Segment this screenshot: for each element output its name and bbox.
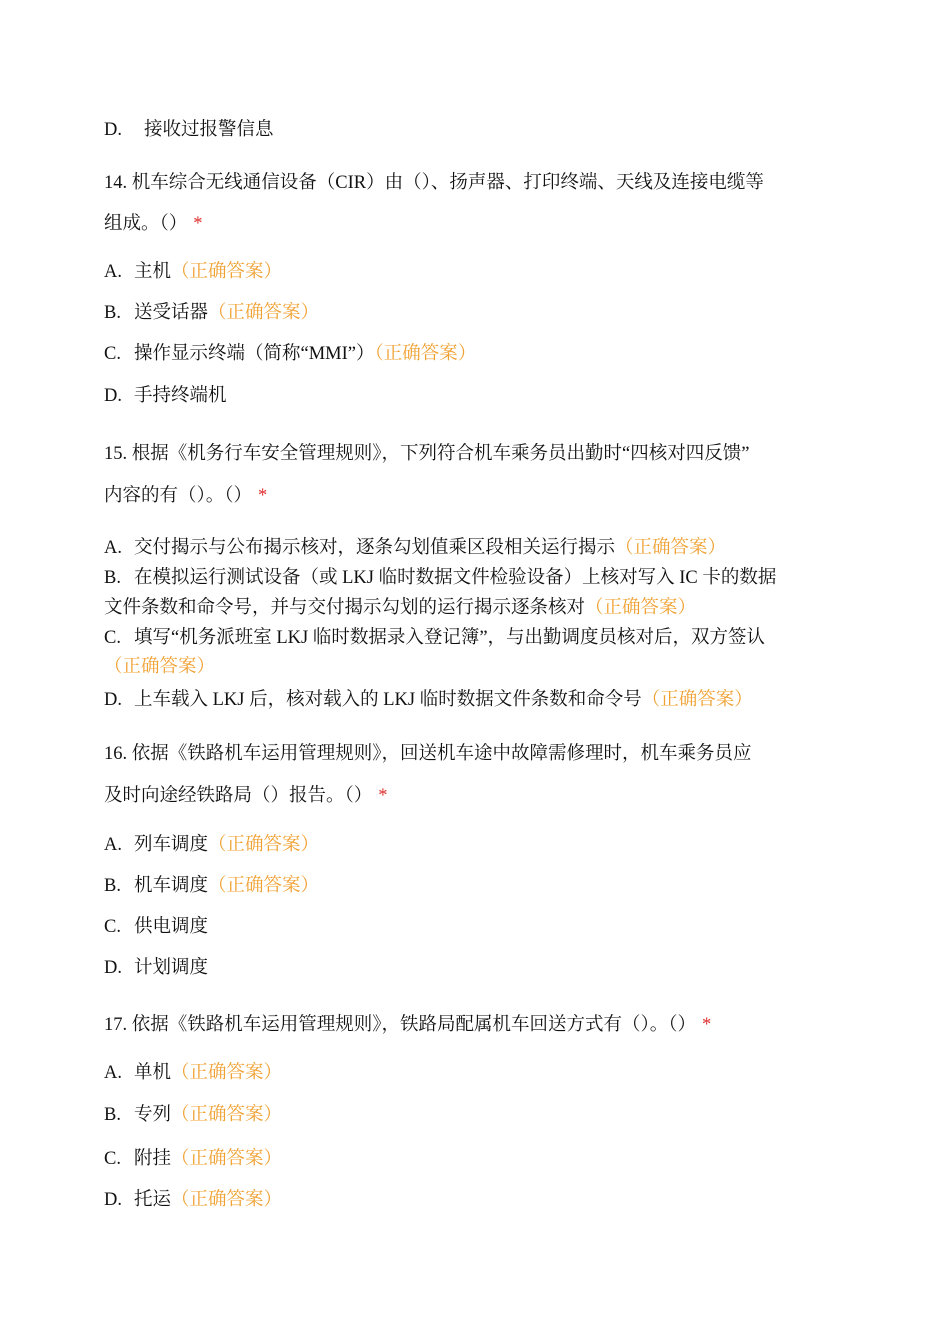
q15-option-a: A. 交付揭示与公布揭示核对，逐条勾划值乘区段相关运行揭示（正确答案）: [104, 538, 727, 558]
correct-answer-tag: （正确答案）: [374, 344, 477, 364]
required-mark: *: [702, 1015, 712, 1035]
question-16-text: 16. 依据《铁路机车运用管理规则》，回送机车途中故障需修理时，机车乘务员应: [104, 744, 752, 764]
q15-option-c-cont: [104, 655, 215, 679]
option-text: 接收过报警信息: [144, 120, 274, 140]
q16-option-a: A. 列车调度（正确答案）: [104, 835, 320, 855]
correct-answer-tag: （正确答案）: [171, 1105, 283, 1125]
correct-answer-tag: （正确答案）: [171, 262, 283, 282]
q16-option-b: B. 机车调度（正确答案）: [104, 876, 320, 896]
correct-answer-tag: （正确答案）: [208, 876, 320, 896]
required-mark: *: [258, 486, 268, 506]
correct-answer-tag: （正确答案）: [208, 303, 320, 323]
q14-option-a: A. 主机（正确答案）: [104, 262, 283, 282]
q15-option-b-cont: 文件条数和命令号，并与交付揭示勾划的运行揭示逐条核对（正确答案）: [104, 598, 697, 618]
question-15-text-cont: 内容的有（）。（） *: [104, 486, 268, 506]
correct-answer-tag: （正确答案）: [615, 538, 727, 558]
q15-option-b: B. 在模拟运行测试设备（或 LKJ 临时数据文件检验设备）上核对写入 IC 卡的数据: [104, 568, 777, 588]
q16-option-c: C. 供电调度: [104, 917, 209, 937]
q15-option-c: C. 填写“机务派班室 LKJ 临时数据录入登记簿”，与出勤调度员核对后，双方签认: [104, 628, 766, 648]
q17-option-a: A. 单机（正确答案）: [104, 1063, 283, 1083]
question-16-text-cont: 及时向途经铁路局（）报告。（） *: [104, 786, 388, 806]
option-letter: D.: [104, 120, 122, 140]
correct-answer-tag: （正确答案）: [171, 1190, 283, 1210]
question-14-text: 14. 机车综合无线通信设备（CIR）由（）、扬声器、打印终端、天线及连接电缆等: [104, 173, 764, 193]
required-mark: *: [378, 786, 388, 806]
q16-option-d: D. 计划调度: [104, 958, 209, 978]
q15-option-d: D. 上车载入 LKJ 后，核对载入的 LKJ 临时数据文件条数和命令号（正确答案）: [104, 690, 753, 710]
correct-answer-tag: （正确答案）: [585, 598, 697, 618]
correct-answer-tag: （正确答案）: [171, 1149, 283, 1169]
q17-option-b: B. 专列（正确答案）: [104, 1105, 283, 1125]
option-d-prev: [104, 118, 274, 142]
q14-option-c: C. 操作显示终端（简称“MMI”）（正确答案）: [104, 344, 477, 364]
correct-answer-tag: （正确答案）: [171, 1063, 283, 1083]
required-mark: *: [193, 214, 203, 234]
q17-option-d: D. 托运（正确答案）: [104, 1190, 283, 1210]
q14-option-d: D. 手持终端机: [104, 386, 227, 406]
correct-answer-tag: （正确答案）: [104, 657, 216, 677]
question-17-text: 17. 依据《铁路机车运用管理规则》，铁路局配属机车回送方式有（）。（） *: [104, 1015, 712, 1035]
q14-option-b: B. 送受话器（正确答案）: [104, 303, 320, 323]
question-15-text: 15. 根据《机务行车安全管理规则》，下列符合机车乘务员出勤时“四核对四反馈”: [104, 444, 750, 464]
q17-option-c: C. 附挂（正确答案）: [104, 1149, 283, 1169]
correct-answer-tag: （正确答案）: [208, 835, 320, 855]
correct-answer-tag: （正确答案）: [641, 690, 753, 710]
question-14-text-cont: 组成。（） *: [104, 214, 203, 234]
